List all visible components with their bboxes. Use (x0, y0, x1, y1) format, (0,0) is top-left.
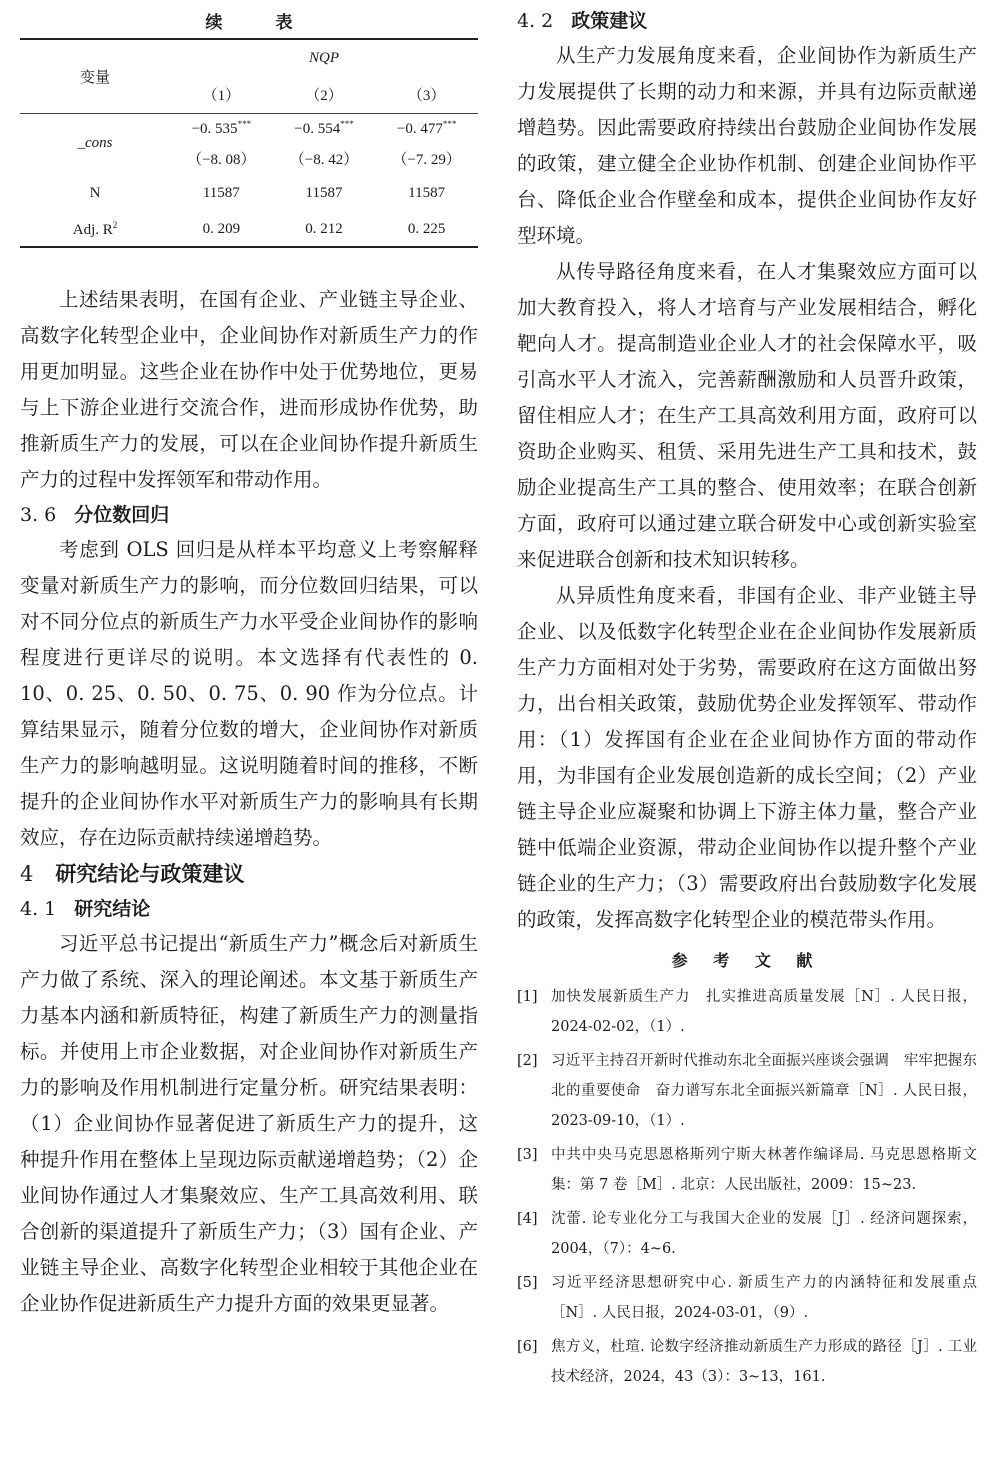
col-header: （1） (170, 77, 273, 113)
table-cell: 0. 209 (170, 213, 273, 247)
table-cell: （−7. 29） (392, 151, 461, 168)
paragraph-policy-productivity: 从生产力发展角度来看，企业间协作为新质生产力发展提供了长期的动力和来源，并具有边际贡献递增趋势。因此需要政府持续出台鼓励企业间协作发展的政策，建立健全企业协作机制、创建企业间协作平台、降低企业合作壁垒和成本，提供企业间协作友好型环境。 (517, 44, 977, 247)
table-cell: 0. 225 (375, 213, 478, 247)
regression-table (20, 38, 478, 248)
reference-item: [5] 习近平经济思想研究中心. 新质生产力的内涵特征和发展重点［N］. 人民日报，2024-03-01，（9）. (517, 1275, 977, 1321)
table-cell: 11587 (305, 184, 343, 201)
r2-label: Adj. $R^2$ (20, 213, 170, 247)
table-cell: −0. 535*** (170, 113, 273, 143)
paragraph-policy-transmission: 从传导路径角度来看，在人才集聚效应方面可以加大教育投入，将人才培育与产业发展相结合，孵化靶向人才。提高制造业企业人才的社会保障水平，吸引高水平人才流入，完善薪酬激励和人员晋升政策，留住相应人才；在生产工具高效利用方面，政府可以资助企业购买、租赁、采用先进生产工具和技术，鼓励企业提高生产工具的整合、使用效率；在联合创新方面，政府可以通过建立联合研发中心或创新实验室来促进联合创新和技术知识转移。 (517, 260, 977, 571)
paragraph-quantile: 考虑到 OLS 回归是从样本平均意义上考察解释变量对新质生产力的影响，而分位数回归结果，可以对不同分位点的新质生产力水平受企业间协作的影响程度进行更详尽的说明。本文选择有代表性的 0. 10、0. 25、0. 50、0. 75、0. 90 作为分位点。计算结果显示，随着分位数的增大，企业间协作对新质生产力的影响越明显。这说明随着时间的推移，不断提升的企业间协作水平对新质生产力的影响具有长期效应，存在边际贡献持续递增趋势。 (20, 538, 478, 849)
cons-label: _cons (20, 113, 170, 173)
group-header: NQP (170, 39, 478, 77)
section-heading-4-1: 4. 1 研究结论 (20, 898, 151, 920)
table-cell: −0. 554*** (273, 113, 376, 143)
reference-item: [1] 加快发展新质生产力 扎实推进高质量发展［N］. 人民日报，2024-02-02，（1）. (517, 989, 977, 1035)
section-heading-4: 4 研究结论与政策建议 (20, 861, 245, 886)
table-cell: 11587 (202, 184, 240, 201)
table-cell: 11587 (408, 184, 446, 201)
references-title: 参 考 文 献 (671, 951, 823, 970)
table-cell: 0. 212 (273, 213, 376, 247)
paragraph-policy-heterogeneity: 从异质性角度来看，非国有企业、非产业链主导企业、以及低数字化转型企业在企业间协作发展新质生产力方面相对处于劣势，需要政府在这方面做出努力，出台相关政策，鼓励优势企业发挥领军、带动作用：（1）发挥国有企业在企业间协作方面的带动作用，为非国有企业发展创造新的成长空间；（2）产业链主导企业应凝聚和协调上下游主体力量，整合产业链中低端企业资源，带动企业间协作以提升整个产业链企业的生产力；（3）需要政府出台鼓励数字化发展的政策，发挥高数字化转型企业的模范带头作用。 (517, 584, 977, 931)
reference-item: [3] 中共中央马克思恩格斯列宁斯大林著作编译局. 马克思恩格斯文集：第 7 卷［M］. 北京：人民出版社，2009：15~23. (517, 1147, 977, 1193)
col-header: （2） (273, 77, 376, 113)
table-row-cons-coef (20, 113, 478, 143)
table-title: 续 表 (205, 13, 311, 33)
table-cell: （−8. 42） (289, 151, 359, 168)
paragraph-conclusions: 习近平总书记提出“新质生产力”概念后对新质生产力做了系统、深入的理论阐述。本文基于新质生产力基本内涵和新质特征，构建了新质生产力的测量指标。并使用上市企业数据，对企业间协作对新质生产力的影响及作用机制进行定量分析。研究结果表明：（1）企业间协作显著促进了新质生产力的提升，这种提升作用在整体上呈现边际贡献递增趋势；（2）企业间协作通过人才集聚效应、生产工具高效利用、联合创新的渠道提升了新质生产力；（3）国有企业、产业链主导企业、高数字化转型企业相较于其他企业在企业协作促进新质生产力提升方面的效果更显著。 (20, 932, 478, 1315)
table-cell: −0. 477*** (375, 113, 478, 143)
references-list (517, 982, 977, 1392)
col-header: （3） (375, 77, 478, 113)
section-heading-4-2: 4. 2 政策建议 (517, 10, 648, 32)
table-row-n (20, 173, 478, 213)
reference-item: [6] 焦方义，杜瑄. 论数字经济推动新质生产力形成的路径［J］. 工业技术经济，2024，43（3）：3~13，161. (517, 1339, 977, 1385)
table-row-r2 (20, 213, 478, 247)
reference-item: [4] 沈蕾. 论专业化分工与我国大企业的发展［J］. 经济问题探索，2004，（7）：4~6. (517, 1211, 977, 1257)
section-heading-3-6: 3. 6 分位数回归 (20, 504, 170, 526)
left-column (20, 0, 478, 1322)
paragraph-results: 上述结果表明，在国有企业、产业链主导企业、高数字化转型企业中，企业间协作对新质生产力的作用更加明显。这些企业在协作中处于优势地位，更易与上下游企业进行交流合作，进而形成协作优势，助推新质生产力的发展，可以在企业间协作提升新质生产力的过程中发挥领军和带动作用。 (20, 288, 478, 491)
table-header-row (20, 39, 478, 77)
table-cell: （−8. 08） (187, 151, 256, 168)
var-header: 变量 (20, 39, 170, 113)
right-column (517, 0, 977, 1396)
n-label: N (89, 184, 101, 201)
reference-item: [2] 习近平主持召开新时代推动东北全面振兴座谈会强调 牢牢把握东北的重要使命 奋力谱写东北全面振兴新篇章［N］. 人民日报，2023-09-10，（1）. (517, 1053, 977, 1129)
